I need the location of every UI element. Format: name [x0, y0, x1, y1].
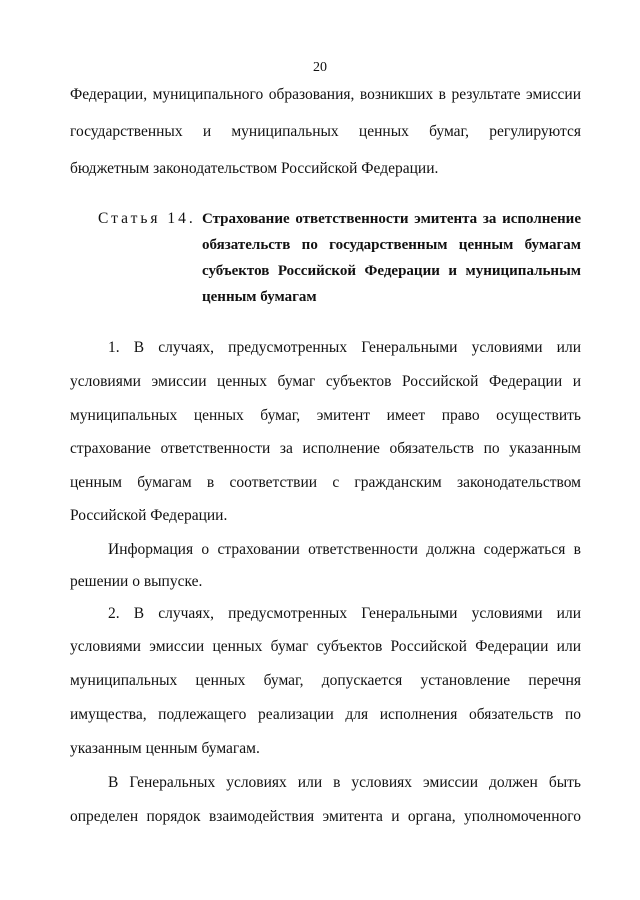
text-line: Российской Федерации. — [70, 507, 228, 524]
text-line: страхование ответственности за исполнение обязательств по указанным — [70, 440, 581, 457]
text-line: условиями эмиссии ценных бумаг субъектов Российской Федерации и — [70, 373, 581, 390]
text-line: бюджетным законодательством Российской Федерации. — [70, 160, 439, 177]
text-line: условиями эмиссии ценных бумаг субъектов Российской Федерации или — [70, 638, 581, 655]
text-line: Федерации, муниципального образования, возникших в результате эмиссии — [70, 86, 581, 103]
text-line: ценным бумагам в соответствии с гражданским законодательством — [70, 474, 581, 491]
text-line: муниципальных ценных бумаг, допускается установление перечня — [70, 672, 581, 689]
article-title-line: обязательств по государственным ценным бумагам — [202, 237, 581, 253]
text-line: 1. В случаях, предусмотренных Генеральными условиями или — [108, 339, 581, 356]
article-title-line: Страхование ответственности эмитента за исполнение — [202, 211, 581, 227]
text-line: определен порядок взаимодействия эмитента и органа, уполномоченного — [70, 808, 581, 825]
text-line: муниципальных ценных бумаг, эмитент имеет право осуществить — [70, 407, 581, 424]
text-line: решении о выпуске. — [70, 573, 203, 590]
page-number: 20 — [313, 60, 327, 75]
article-label: Статья 14. — [98, 210, 196, 227]
article-title-line: ценным бумагам — [202, 289, 317, 305]
text-line: Информация о страховании ответственности должна содержаться в — [108, 541, 581, 558]
text-line: указанным ценным бумагам. — [70, 740, 260, 757]
text-line: В Генеральных условиях или в условиях эмиссии должен быть — [108, 774, 581, 791]
article-title-line: субъектов Российской Федерации и муниципальным — [202, 263, 581, 279]
text-line: государственных и муниципальных ценных бумаг, регулируются — [70, 123, 581, 140]
text-line: 2. В случаях, предусмотренных Генеральными условиями или — [108, 605, 581, 622]
text-line: имущества, подлежащего реализации для исполнения обязательств по — [70, 706, 581, 723]
